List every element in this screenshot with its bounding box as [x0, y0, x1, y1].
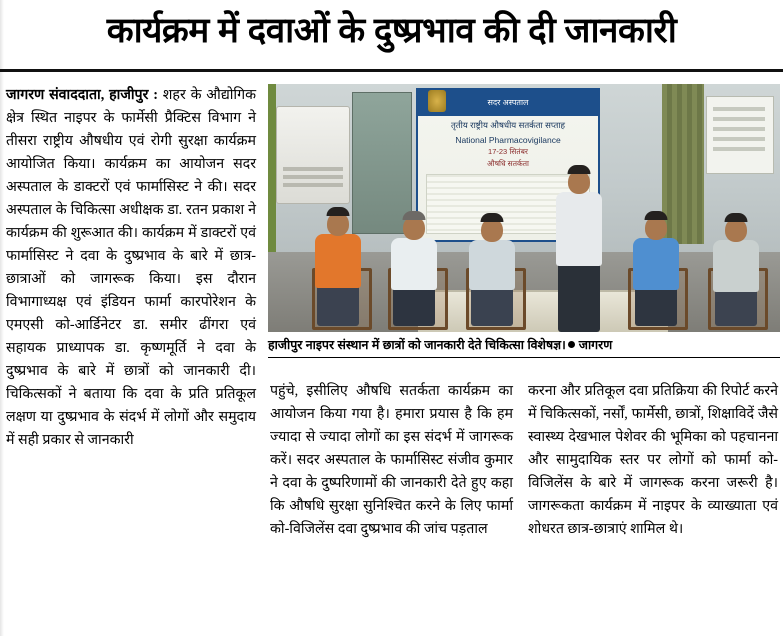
air-conditioner-icon	[276, 106, 350, 204]
article-column-2: पहुंचे, इसीलिए औषधि सतर्कता कार्यक्रम का आयोजन किया गया है। हमारा प्रयास है कि हम ज्यादा से ज्यादा लोगों का इस संदर्भ में जागरूक करें। सदर अस्पताल के फार्मासिस्ट संजीव कुमार ने दवा के दुष्परिणामों की जानकारी देते हुए कहा कि औषधि सुरक्षा सुनिश्चित करने के लिए फार्मा को-विजिलेंस दवा दुष्प्रभाव की जांच पड़ताल	[270, 383, 513, 537]
photo-block	[268, 84, 780, 354]
person-3-torso	[469, 240, 515, 290]
person-2-torso	[391, 238, 437, 290]
person-4-standing	[550, 156, 608, 332]
person-5	[626, 206, 686, 332]
photo-notice-board	[706, 96, 774, 174]
headline-area	[0, 0, 783, 72]
banner-subtitle: औषधि सतर्कता	[487, 159, 529, 168]
photo-green-wall-strip	[268, 84, 276, 252]
person-2	[386, 206, 442, 332]
person-1-torso	[315, 234, 361, 288]
photo-credit: जागरण	[578, 338, 613, 352]
person-4-hair	[568, 165, 591, 174]
person-1-legs	[317, 284, 359, 326]
page-title: कार्यक्रम में दवाओं के दुष्प्रभाव की दी जानकारी	[106, 11, 677, 50]
banner-line-2: National Pharmacovigilance	[455, 135, 561, 145]
national-emblem-icon	[428, 90, 446, 112]
dateline: जागरण संवाददाता, हाजीपुर :	[6, 87, 158, 103]
person-6	[706, 210, 766, 332]
person-4-torso	[556, 192, 602, 266]
banner-line-3: 17-23 सितंबर	[488, 147, 528, 156]
person-6-torso	[713, 240, 759, 292]
banner-line-1: तृतीय राष्ट्रीय औषधीय सतर्कता सप्ताह	[450, 120, 566, 130]
person-3	[464, 208, 520, 332]
person-2-legs	[393, 286, 435, 326]
person-1	[310, 202, 366, 332]
article-column-3: करना और प्रतिकूल दवा प्रतिक्रिया की रिपोर्ट करने में चिकित्सकों, नर्सों, फार्मेसी, छात्रों, शिक्षाविदें जैसे स्वास्थ्य देखभाल पेशेवर की भूमिका को पहचानना और सामुदायिक स्तर पर लोगों को फार्मा को-विजिलेंस के बारे में जागरूक करना जरूरी है। जागरूकता कार्यक्रम में नाइपर के व्याख्याता एवं शोधरत छात्र-छात्राएं शामिल थे।	[528, 383, 778, 537]
banner-top-text: सदर अस्पताल	[418, 90, 598, 116]
person-1-hair	[327, 207, 350, 216]
caption-text: हाजीपुर नाइपर संस्थान में छात्रों को जानकारी देते चिकित्सा विशेषज्ञ।	[268, 338, 566, 352]
bullet-icon	[568, 341, 575, 348]
person-5-torso	[633, 238, 679, 290]
article-body-1: शहर के औद्योगिक क्षेत्र स्थित नाइपर के फार्मेसी प्रैक्टिस विभाग ने तीसरा राष्ट्रीय औषधीय एवं रोगी सुरक्षा कार्यक्रम आयोजित किया। कार्यक्रम का आयोजन सदर अस्पताल के डाक्टरों एवं फार्मासिस्ट ने की। सदर अस्पताल के चिकित्सा अधीक्षक डा. रतन प्रकाश ने कार्यक्रम की शुरूआत की। कार्यक्रम में डाक्टरों एवं फार्मासिस्ट ने दवा के दुष्प्रभाव के बारे में छात्र-छात्राओं को जागरूक किया। इस दौरान विभागाध्यक्ष एवं इंडियन फार्मा कारपोरेशन के एमएसी को-आर्डिनेटर डा. समीर ढींगरा एवं सहायक प्राध्यापक डा. कृष्णमूर्ति ने दवा के दुष्प्रभाव के बारे में छात्रों को जानकारी दी। चिकित्सकों ने बताया कि दवा के प्रति प्रतिकूल लक्षण या दुष्प्रभाव के संदर्भ में लोगों और समुदाय में सही प्रकार से जानकारी	[6, 87, 256, 448]
person-6-hair	[725, 213, 748, 222]
news-photo	[268, 84, 780, 332]
person-5-legs	[635, 286, 677, 326]
person-6-legs	[715, 288, 757, 326]
photo-caption	[268, 336, 780, 358]
person-5-hair	[645, 211, 668, 220]
person-3-hair	[481, 213, 504, 222]
person-4-legs	[558, 262, 600, 332]
person-3-legs	[471, 286, 513, 326]
page-edge-shadow	[0, 0, 4, 636]
person-2-hair	[403, 211, 426, 220]
article-column-1	[6, 84, 256, 452]
